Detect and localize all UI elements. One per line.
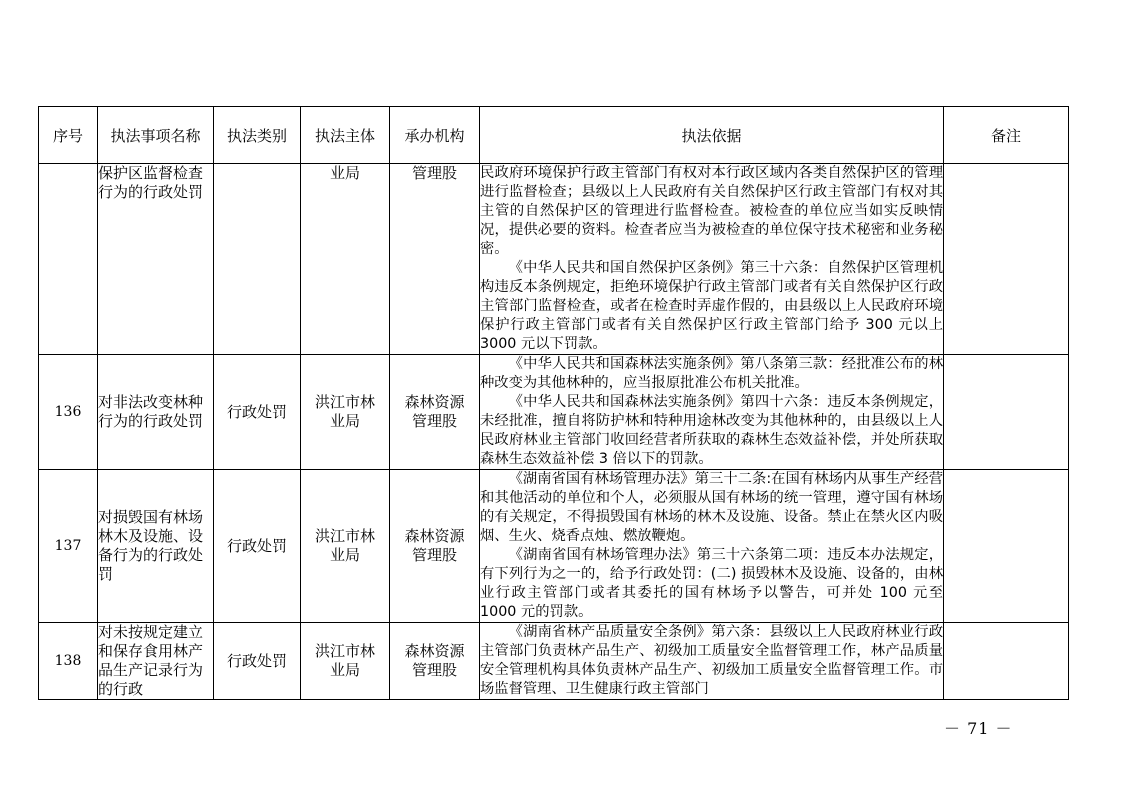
cell-seq: 137	[39, 470, 98, 623]
table-row	[39, 470, 1069, 623]
page-number: － 71 －	[944, 719, 1013, 738]
cell-remark	[944, 355, 1069, 470]
cell-seq	[39, 164, 98, 355]
cell-subject: 业局	[301, 164, 390, 355]
cell-category: 行政处罚	[214, 623, 301, 700]
cell-remark	[944, 470, 1069, 623]
cell-org: 管理股	[390, 164, 480, 355]
cell-item-name: 对非法改变林种行为的行政处罚	[98, 355, 214, 470]
header-seq: 序号	[39, 107, 98, 164]
cell-seq: 138	[39, 623, 98, 700]
cell-basis	[480, 470, 944, 623]
basis-paragraph: 《湖南省国有林场管理办法》第三十六条第二项：违反本办法规定，有下列行为之一的，给予行政处罚：(二) 损毁林木及设施、设备的，由林业行政主管部门或者其委托的国有林场予以警告，可并处 100 元至 1000 元的罚款。	[480, 547, 943, 620]
basis-paragraph: 民政府环境保护行政主管部门有权对本行政区域内各类自然保护区的管理进行监督检查；县级以上人民政府有关自然保护区行政主管部门有权对其主管的自然保护区的管理进行监督检查。被检查的单位应当如实反映情况，提供必要的资料。检查者应当为被检查的单位保守技术秘密和业务秘密。	[480, 165, 943, 257]
header-category: 执法类别	[214, 107, 301, 164]
basis-paragraph: 《中华人民共和国森林法实施条例》第四十六条：违反本条例规定，未经批准，擅自将防护林和特种用途林改变为其他林种的，由县级以上人民政府林业主管部门收回经营者所获取的森林生态效益补偿，并处所获取森林生态效益补偿 3 倍以下的罚款。	[480, 394, 943, 467]
header-org: 承办机构	[390, 107, 480, 164]
table-row	[39, 355, 1069, 470]
cell-org: 森林资源管理股	[390, 470, 480, 623]
cell-seq: 136	[39, 355, 98, 470]
header-item-name: 执法事项名称	[98, 107, 214, 164]
basis-paragraph: 《湖南省林产品质量安全条例》第六条：县级以上人民政府林业行政主管部门负责林产品生产、初级加工质量安全监督管理工作，林产品质量安全管理机构具体负责林产品生产、初级加工质量安全监督管理工作。市场监督管理、卫生健康行政主管部门	[480, 624, 943, 697]
cell-subject: 洪江市林业局	[301, 355, 390, 470]
header-basis: 执法依据	[480, 107, 944, 164]
basis-paragraph: 《中华人民共和国森林法实施条例》第八条第三款：经批准公布的林种改变为其他林种的，应当报原批准公布机关批准。	[480, 356, 943, 391]
cell-category: 行政处罚	[214, 470, 301, 623]
cell-remark	[944, 164, 1069, 355]
header-subject: 执法主体	[301, 107, 390, 164]
cell-category: 行政处罚	[214, 355, 301, 470]
cell-item-name: 对损毁国有林场林木及设施、设备行为的行政处罚	[98, 470, 214, 623]
header-remark: 备注	[944, 107, 1069, 164]
basis-paragraph: 《中华人民共和国自然保护区条例》第三十六条：自然保护区管理机构违反本条例规定，拒绝环境保护行政主管部门或者有关自然保护区行政主管部门监督检查，或者在检查时弄虚作假的，由县级以上人民政府环境保护行政主管部门或者有关自然保护区行政主管部门给予 300 元以上 3000 元以下罚款。	[480, 260, 943, 352]
cell-subject: 洪江市林业局	[301, 470, 390, 623]
cell-basis	[480, 355, 944, 470]
cell-org: 森林资源管理股	[390, 355, 480, 470]
cell-basis	[480, 623, 944, 700]
cell-basis	[480, 164, 944, 355]
cell-org: 森林资源管理股	[390, 623, 480, 700]
cell-item-name: 对未按规定建立和保存食用林产品生产记录行为的行政	[98, 623, 214, 700]
basis-paragraph: 《湖南省国有林场管理办法》第三十二条:在国有林场内从事生产经营和其他活动的单位和个人，必须服从国有林场的统一管理，遵守国有林场的有关规定，不得损毁国有林场的林木及设施、设备。禁止在禁火区内吸烟、生火、烧香点烛、燃放鞭炮。	[480, 471, 943, 544]
cell-category	[214, 164, 301, 355]
cell-subject: 洪江市林业局	[301, 623, 390, 700]
header-row	[39, 107, 1069, 164]
cell-remark	[944, 623, 1069, 700]
table-row	[39, 623, 1069, 700]
table-row	[39, 164, 1069, 355]
enforcement-table	[38, 106, 1069, 700]
cell-item-name: 保护区监督检查行为的行政处罚	[98, 164, 214, 355]
